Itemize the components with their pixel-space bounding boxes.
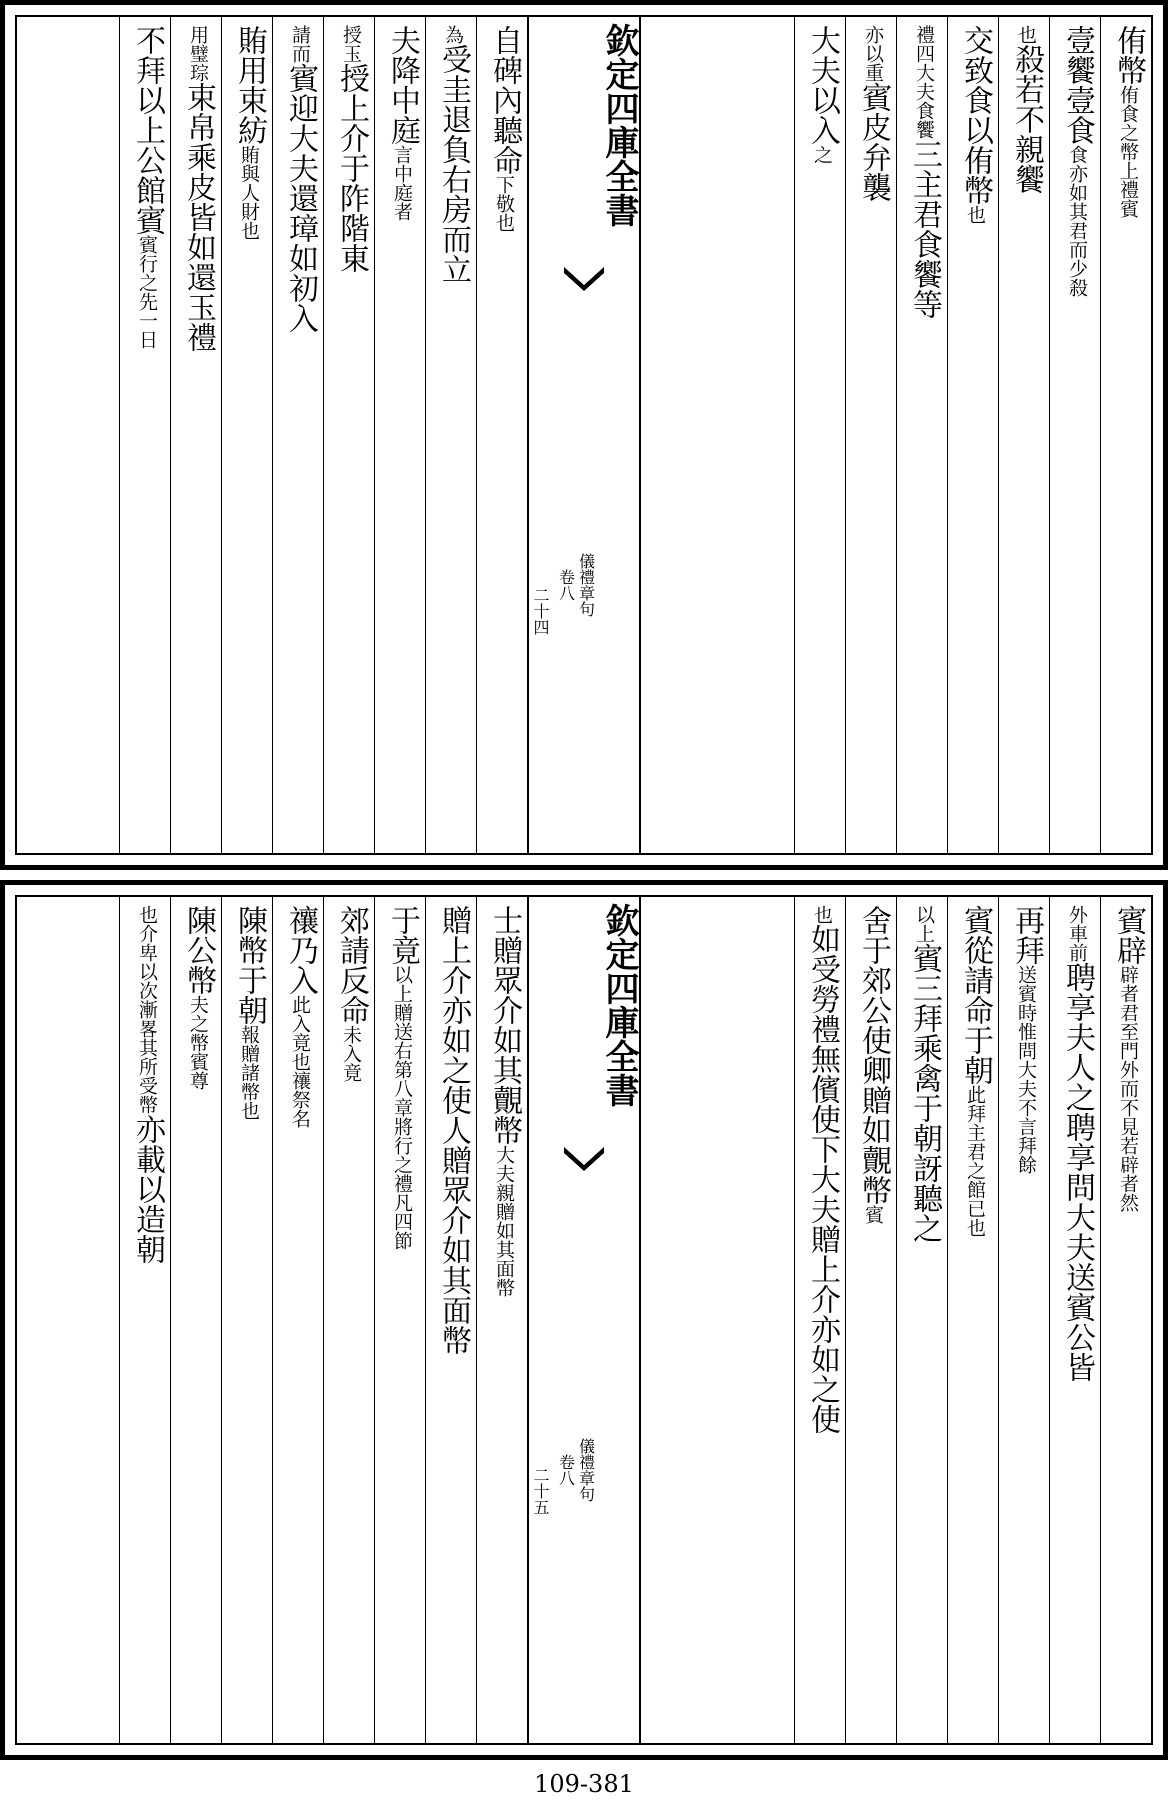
text-column: 侑幣侑食之幣上禮賓 <box>1100 17 1151 853</box>
text-column: 也如受勞禮無儐使下大夫贈上介亦如之使 <box>794 897 845 1743</box>
text-column: 為受圭退負右房而立 <box>425 17 476 853</box>
collection-title: 欽定四庫全書 <box>599 23 639 227</box>
fish-tail-mark-icon <box>564 1147 604 1171</box>
page-number: 二十五 <box>531 1467 550 1515</box>
text-column: 壹饗壹食食亦如其君而少殺 <box>1049 17 1100 853</box>
volume-label: 卷八 <box>556 1454 576 1486</box>
text-column: 士贈眾介如其覿幣大夫親贈如其面幣 <box>476 897 527 1743</box>
bottom-center-strip <box>527 897 641 1743</box>
top-center-strip <box>527 17 641 853</box>
book-title: 儀禮章句 <box>576 553 596 617</box>
text-column: 賄用束紡賄與人財也 <box>221 17 272 853</box>
bottom-right-half <box>641 897 1151 1743</box>
volume-label: 卷八 <box>556 569 576 601</box>
text-column: 用璧琮束帛乘皮皆如還玉禮 <box>170 17 221 853</box>
text-column: 授玉授上介于阼階東 <box>323 17 374 853</box>
book-info <box>556 17 596 853</box>
text-column: 賓辟辟者君至門外而不見若辟者然 <box>1100 897 1151 1743</box>
book-info <box>556 897 596 1743</box>
text-column: 不拜以上公館賓賓行之先一日 <box>119 17 170 853</box>
bottom-page-frame <box>15 895 1153 1745</box>
text-column: 亦以重賓皮弁襲 <box>845 17 896 853</box>
text-column: 請而賓迎大夫還璋如初入 <box>272 17 323 853</box>
book-title: 儀禮章句 <box>576 1438 596 1502</box>
text-column: 交致食以侑幣也 <box>947 17 998 853</box>
text-column: 禳乃入此入竟也禳祭名 <box>272 897 323 1743</box>
bottom-left-half <box>17 897 527 1743</box>
text-column: 陳公幣夫之幣賓尊 <box>170 897 221 1743</box>
text-column: 于竟以上贈送右第八章將行之禮凡四節 <box>374 897 425 1743</box>
page-number: 二十四 <box>531 587 550 635</box>
page-reference-number: 109-381 <box>534 1770 634 1798</box>
text-column: 以上賓三拜乘禽于朝訝聽之 <box>896 897 947 1743</box>
bottom-page-panel <box>0 880 1168 1760</box>
text-column: 贈上介亦如之使人贈眾介如其面幣 <box>425 897 476 1743</box>
text-column: 大夫以入之 <box>794 17 845 853</box>
fish-tail-mark-icon <box>564 267 604 291</box>
text-column: 外車前聘享夫人之聘享問大夫送賓公皆 <box>1049 897 1100 1743</box>
top-page-frame <box>15 15 1153 855</box>
collection-title: 欽定四庫全書 <box>599 903 639 1107</box>
text-column: 賓從請命于朝此拜主君之館已也 <box>947 897 998 1743</box>
text-column: 也殺若不親饗 <box>998 17 1049 853</box>
text-column: 再拜送賓時惟問大夫不言拜餘 <box>998 897 1049 1743</box>
text-column: 郊請反命未入竟 <box>323 897 374 1743</box>
text-column: 也介卑以次漸畧其所受幣亦載以造朝 <box>119 897 170 1743</box>
text-column: 禮四大夫食饗三主君食饗等 <box>896 17 947 853</box>
top-page-panel <box>0 0 1168 870</box>
top-right-half <box>641 17 1151 853</box>
text-column: 夫降中庭言中庭者 <box>374 17 425 853</box>
text-column: 陳幣于朝報贈諸幣也 <box>221 897 272 1743</box>
text-column: 舍于郊公使卿贈如覿幣賓 <box>845 897 896 1743</box>
text-column: 自碑內聽命下敬也 <box>476 17 527 853</box>
top-left-half <box>17 17 527 853</box>
